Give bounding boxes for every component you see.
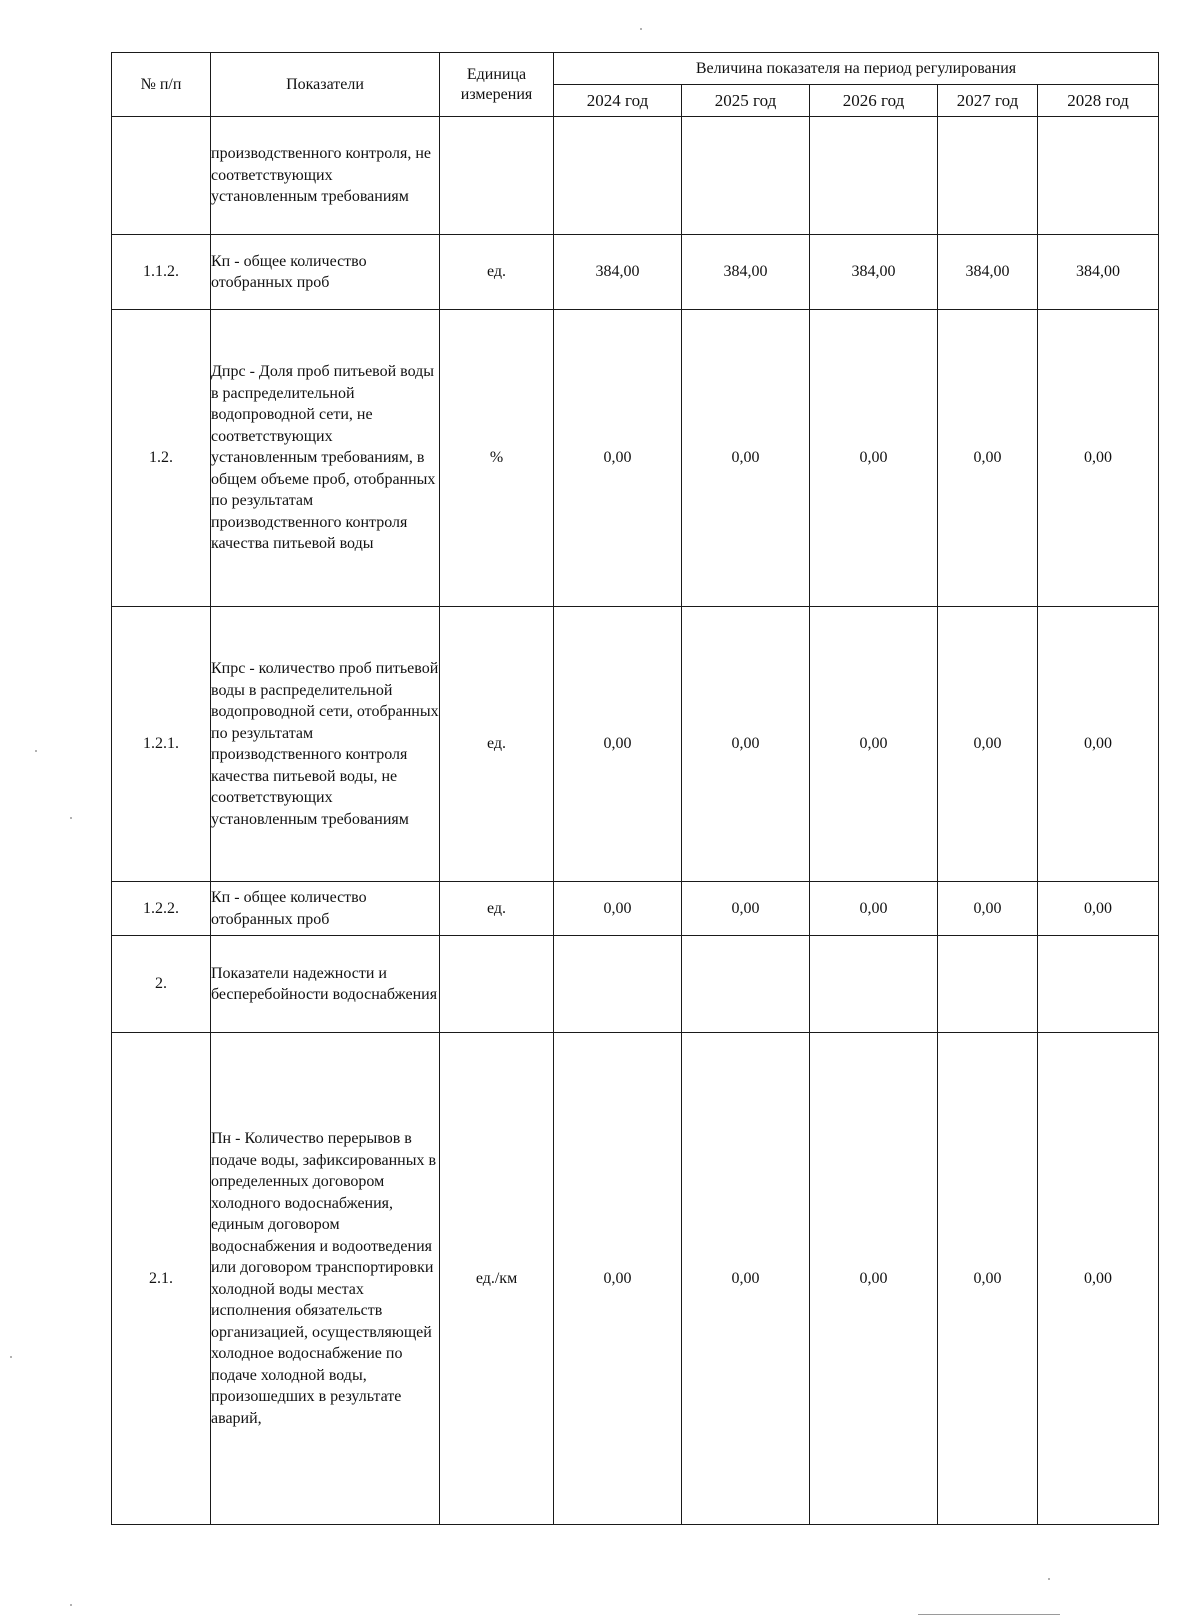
header-indicator: Показатели [211,53,440,117]
row-value-2028: 0,00 [1038,310,1159,607]
row-value-2025: 384,00 [682,235,810,310]
row-value-2025 [682,117,810,235]
header-year-2028: 2028 год [1038,85,1159,117]
row-unit: ед. [440,235,554,310]
table-row [112,117,1159,235]
row-number [112,117,211,235]
row-value-2028 [1038,936,1159,1033]
row-value-2024: 0,00 [554,310,682,607]
header-year-2025: 2025 год [682,85,810,117]
table-row [112,1033,1159,1525]
row-unit: ед. [440,882,554,936]
scan-speck [640,28,642,30]
row-indicator-name: Дпрс - Доля проб питьевой воды в распределительной водопроводной сети, не соответствующих установленным требованиям, в общем объеме проб, отобранных по результатам производственного контроля качества питьевой воды [211,310,440,607]
scan-speck [35,750,37,752]
row-value-2028: 384,00 [1038,235,1159,310]
row-value-2025 [682,936,810,1033]
row-unit: ед. [440,607,554,882]
scan-speck [10,1356,12,1358]
header-year-2026: 2026 год [810,85,938,117]
indicators-table [111,52,1159,1525]
scan-speck [70,1604,72,1606]
row-value-2028: 0,00 [1038,607,1159,882]
row-value-2024: 0,00 [554,607,682,882]
header-year-2024: 2024 год [554,85,682,117]
scan-stroke [918,1614,1060,1615]
row-value-2028 [1038,117,1159,235]
table-row [112,882,1159,936]
row-number: 2. [112,936,211,1033]
row-value-2027 [938,936,1038,1033]
row-number: 1.2.2. [112,882,211,936]
row-value-2024 [554,936,682,1033]
row-value-2027: 0,00 [938,882,1038,936]
row-value-2026 [810,936,938,1033]
row-value-2026: 0,00 [810,607,938,882]
row-number: 1.2. [112,310,211,607]
row-value-2026 [810,117,938,235]
row-value-2027: 384,00 [938,235,1038,310]
scan-speck [70,817,72,819]
row-number: 2.1. [112,1033,211,1525]
row-number: 1.1.2. [112,235,211,310]
row-unit: ед./км [440,1033,554,1525]
row-value-2028: 0,00 [1038,1033,1159,1525]
row-indicator-name: Кпрс - количество проб питьевой воды в распределительной водопроводной сети, отобранных по результатам производственного контроля качества питьевой воды, не соответствующих установленным требованиям [211,607,440,882]
row-unit: % [440,310,554,607]
row-indicator-name: Кп - общее количество отобранных проб [211,235,440,310]
row-value-2024: 0,00 [554,1033,682,1525]
table-row [112,607,1159,882]
row-value-2026: 0,00 [810,310,938,607]
row-value-2025: 0,00 [682,1033,810,1525]
row-value-2024 [554,117,682,235]
row-value-2026: 0,00 [810,882,938,936]
scan-speck [1048,1578,1050,1580]
row-value-2025: 0,00 [682,607,810,882]
header-year-2027: 2027 год [938,85,1038,117]
row-value-2025: 0,00 [682,310,810,607]
row-value-2028: 0,00 [1038,882,1159,936]
row-value-2026: 384,00 [810,235,938,310]
row-value-2026: 0,00 [810,1033,938,1525]
table-row [112,936,1159,1033]
row-indicator-name: Кп - общее количество отобранных проб [211,882,440,936]
row-value-2024: 384,00 [554,235,682,310]
table-row [112,235,1159,310]
row-indicator-name: Пн - Количество перерывов в подаче воды, зафиксированных в определенных договором холодного водоснабжения, единым договором водоснабжения и водоотведения или договором транспортировки холодной воды местах исполнения обязательств организацией, осуществляющей холодное водоснабжение по подаче холодной воды, произошедших в результате аварий, [211,1033,440,1525]
table-row [112,310,1159,607]
row-value-2025: 0,00 [682,882,810,936]
row-value-2027: 0,00 [938,1033,1038,1525]
row-value-2027: 0,00 [938,607,1038,882]
header-number: № п/п [112,53,211,117]
row-value-2027 [938,117,1038,235]
row-indicator-name: Показатели надежности и бесперебойности водоснабжения [211,936,440,1033]
row-value-2024: 0,00 [554,882,682,936]
row-value-2027: 0,00 [938,310,1038,607]
header-period-group: Величина показателя на период регулирования [554,53,1159,85]
row-unit [440,117,554,235]
header-unit: Единица измерения [440,53,554,117]
row-number: 1.2.1. [112,607,211,882]
row-unit [440,936,554,1033]
row-indicator-name: производственного контроля, не соответствующих установленным требованиям [211,117,440,235]
header-row-top [112,53,1159,85]
